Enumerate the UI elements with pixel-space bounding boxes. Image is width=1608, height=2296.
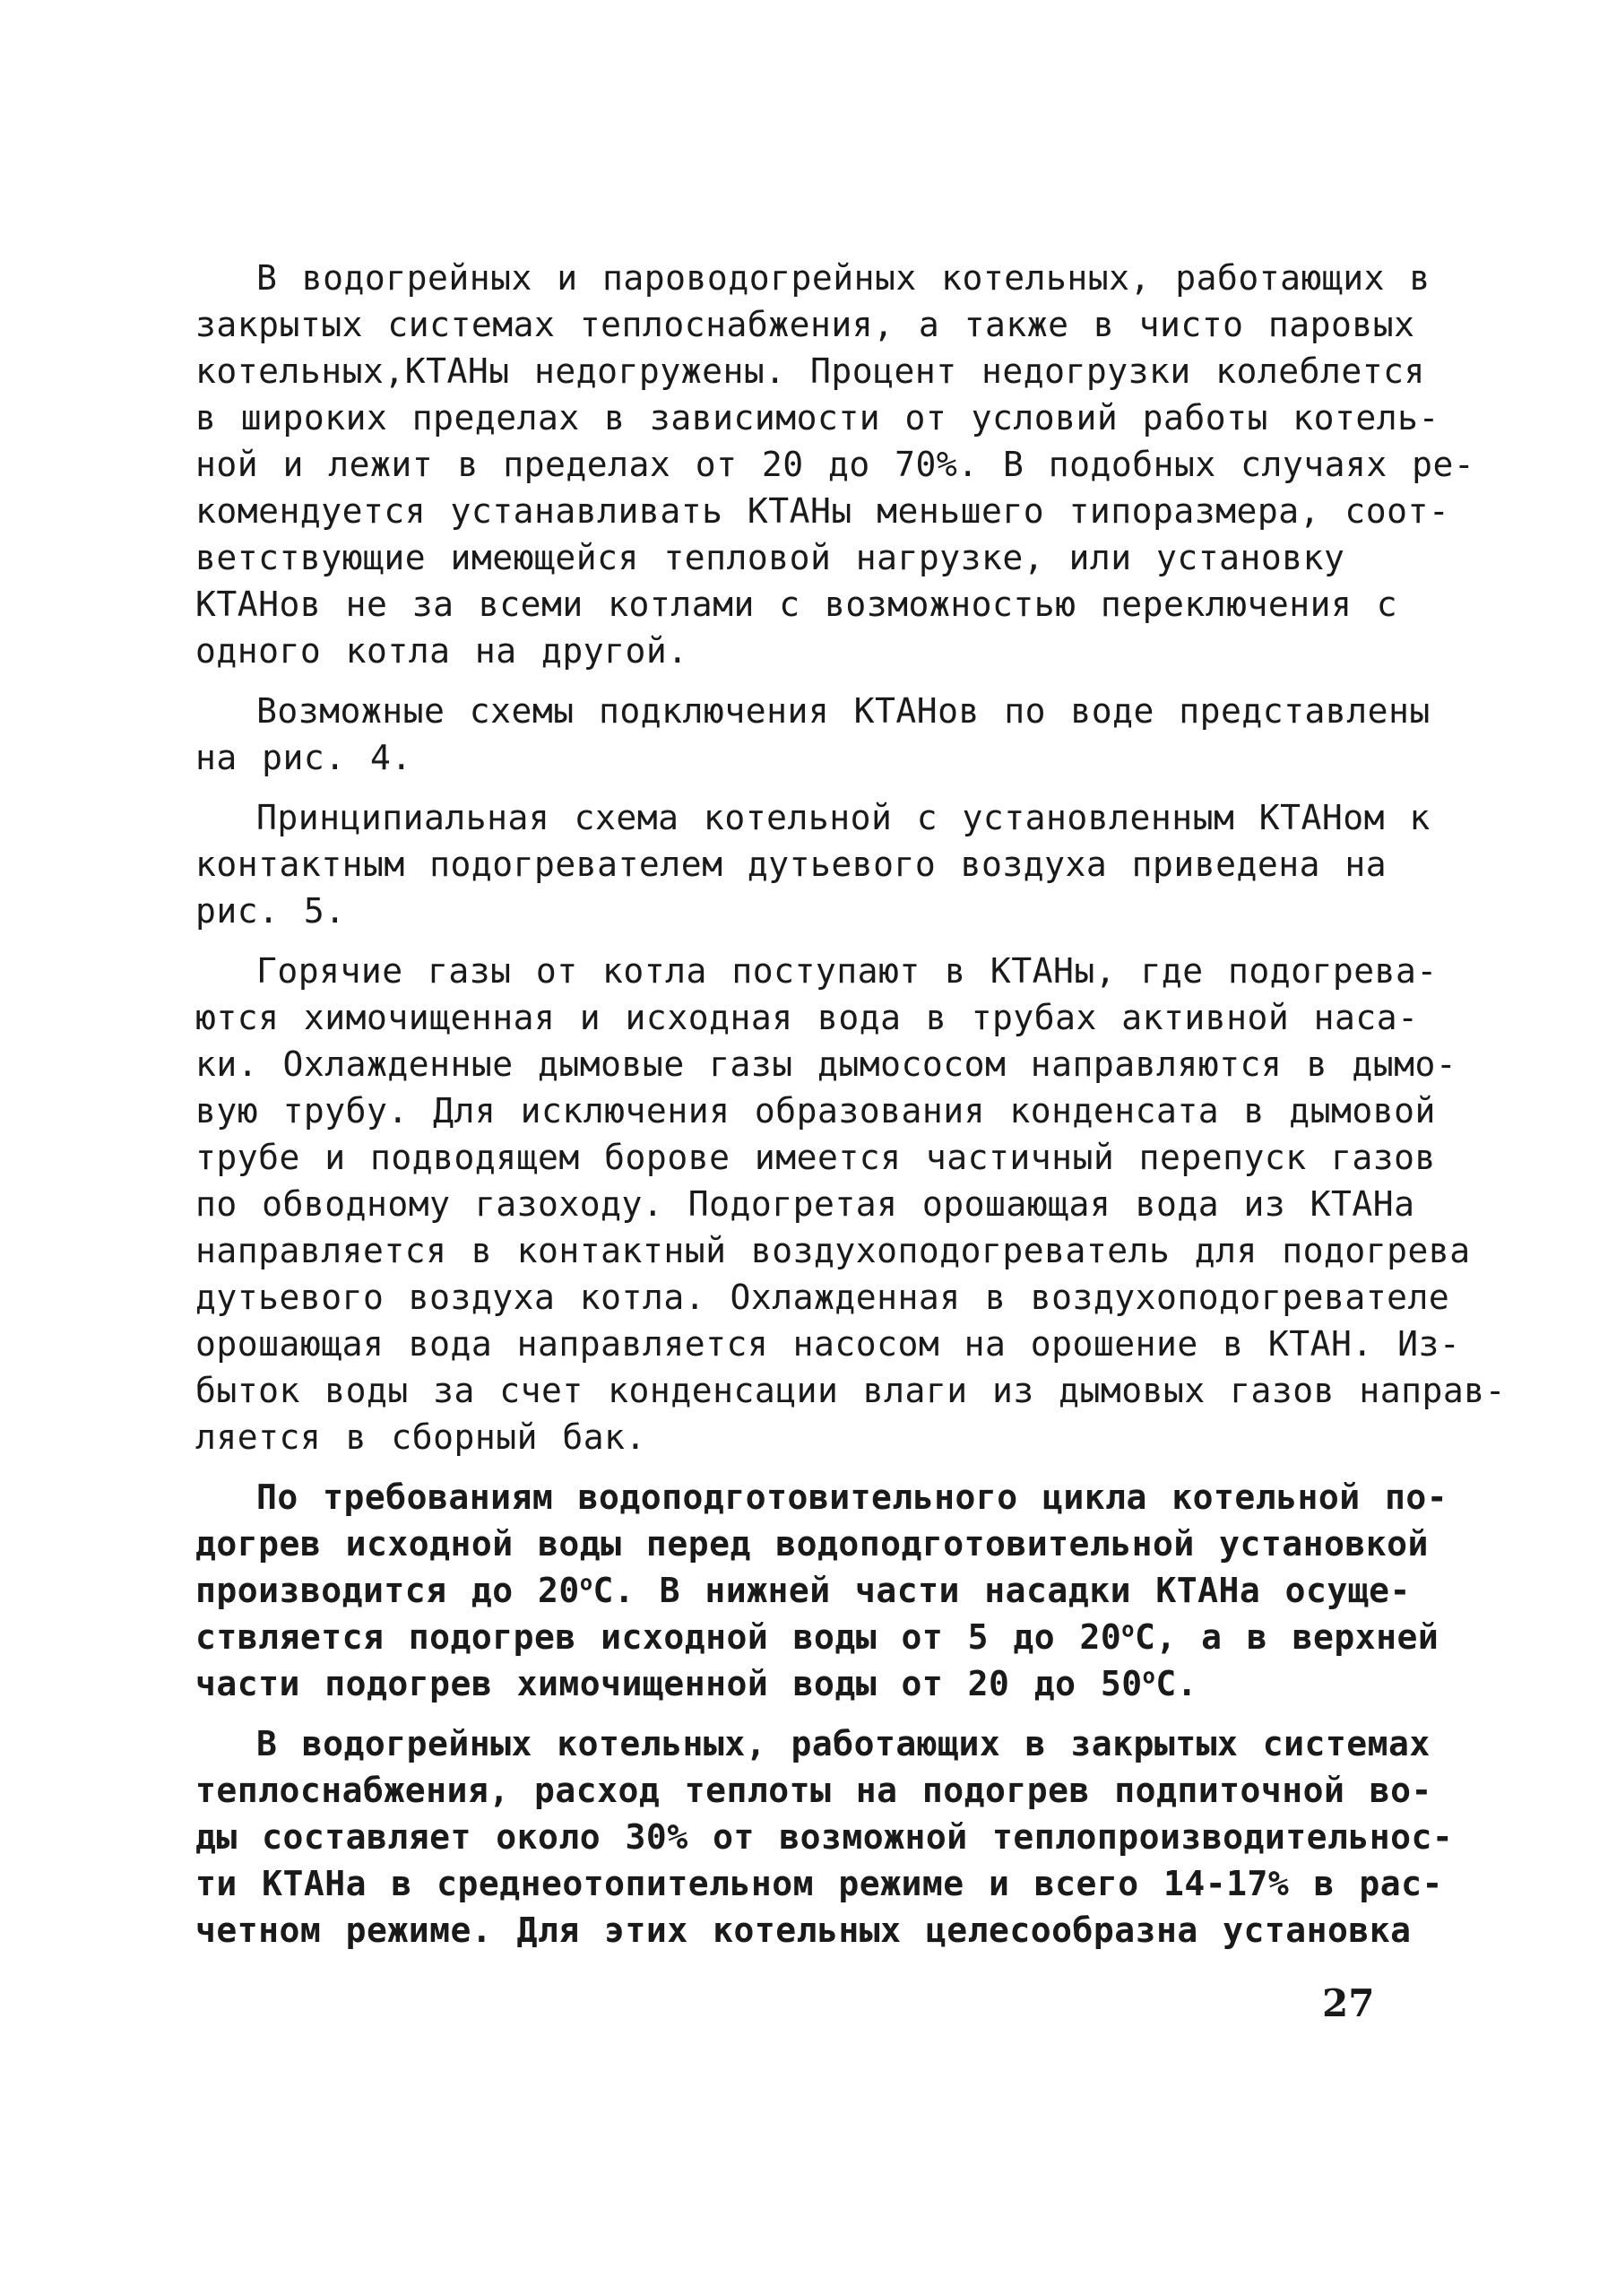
text-line: догрев исходной воды перед водоподготовительной установкой	[195, 1524, 1429, 1564]
line-segment: С. В нижней части насадки КТАНа осуще-	[592, 1571, 1411, 1610]
text-line	[195, 1615, 1439, 1659]
text-line: ной и лежит в пределах от 20 до 70%. В подобных случаях ре-	[195, 445, 1475, 484]
line-segment: части подогрев химочищенной воды от 20 до 50	[195, 1664, 1143, 1703]
text-line: теплоснабжения, расход теплоты на подогрев подпиточной во-	[195, 1771, 1432, 1810]
line-segment: ствляется подогрев исходной воды от 5 до 20	[195, 1617, 1122, 1657]
text-line: контактным подогревателем дутьевого воздуха приведена на	[195, 845, 1388, 884]
text-line: В водогрейных котельных, работающих в закрытых системах	[256, 1724, 1431, 1763]
text-line: четном режиме. Для этих котельных целесообразна установка	[195, 1910, 1412, 1950]
text-line: котельных,КТАНы недогружены. Процент недогрузки колеблется	[195, 351, 1425, 391]
degree-superscript: o	[1142, 1663, 1156, 1689]
text-line: быток воды за счет конденсации влаги из дымовых газов направ-	[195, 1371, 1507, 1410]
degree-superscript: o	[1121, 1616, 1135, 1642]
text-line: вую трубу. Для исключения образования конденсата в дымовой	[195, 1091, 1436, 1131]
line-segment: С, а в верхней	[1134, 1617, 1439, 1657]
text-line: ляется в сборный бак.	[195, 1417, 646, 1457]
text-line	[195, 1568, 1411, 1613]
text-line: КТАНов не за всеми котлами с возможностью переключения с	[195, 585, 1398, 624]
text-line: По требованиям водоподготовительного цикла котельной по-	[256, 1477, 1448, 1517]
text-line: в широких пределах в зависимости от условий работы котель-	[195, 398, 1439, 438]
text-line	[195, 1661, 1197, 1706]
line-segment: С.	[1155, 1664, 1198, 1703]
text-line: Возможные схемы подключения КТАНов по воде представлены	[256, 691, 1431, 731]
degree-superscript: o	[579, 1570, 593, 1596]
text-line: ветствующие имеющейся тепловой нагрузке, или установку	[195, 538, 1345, 577]
text-line: орошающая вода направляется насосом на орошение в КТАН. Из-	[195, 1324, 1461, 1364]
text-line: ды составляет около 30% от возможной теплопроизводительнос-	[195, 1817, 1454, 1857]
text-line: рис. 5.	[195, 891, 346, 931]
text-line: по обводному газоходу. Подогретая орошающая вода из КТАНа	[195, 1184, 1415, 1224]
text-line: комендуется устанавливать КТАНы меньшего типоразмера, соот-	[195, 491, 1450, 531]
text-line: ки. Охлажденные дымовые газы дымососом направляются в дымо-	[195, 1044, 1457, 1084]
text-line: на рис. 4.	[195, 738, 412, 777]
text-line: трубе и подводящем борове имеется частичный перепуск газов	[195, 1138, 1436, 1177]
text-line: Принципиальная схема котельной с установленным КТАНом к	[256, 798, 1431, 837]
text-line: ти КТАНа в среднеотопительном режиме и всего 14-17% в рас-	[195, 1864, 1443, 1903]
text-line: Горячие газы от котла поступают в КТАНы, где подогрева-	[256, 951, 1438, 991]
text-line: В водогрейных и пароводогрейных котельных, работающих в	[256, 258, 1431, 298]
text-line: ются химочищенная и исходная вода в трубах активной наса-	[195, 998, 1419, 1037]
line-segment: производится до 20	[195, 1571, 580, 1610]
text-line: дутьевого воздуха котла. Охлажденная в воздухоподогревателе	[195, 1278, 1450, 1317]
text-line: направляется в контактный воздухоподогреватель для подогрева	[195, 1231, 1471, 1270]
page-number: 27	[1322, 1981, 1375, 2025]
text-line: закрытых системах теплоснабжения, а также в чисто паровых	[195, 305, 1415, 344]
text-line: одного котла на другой.	[195, 631, 688, 671]
